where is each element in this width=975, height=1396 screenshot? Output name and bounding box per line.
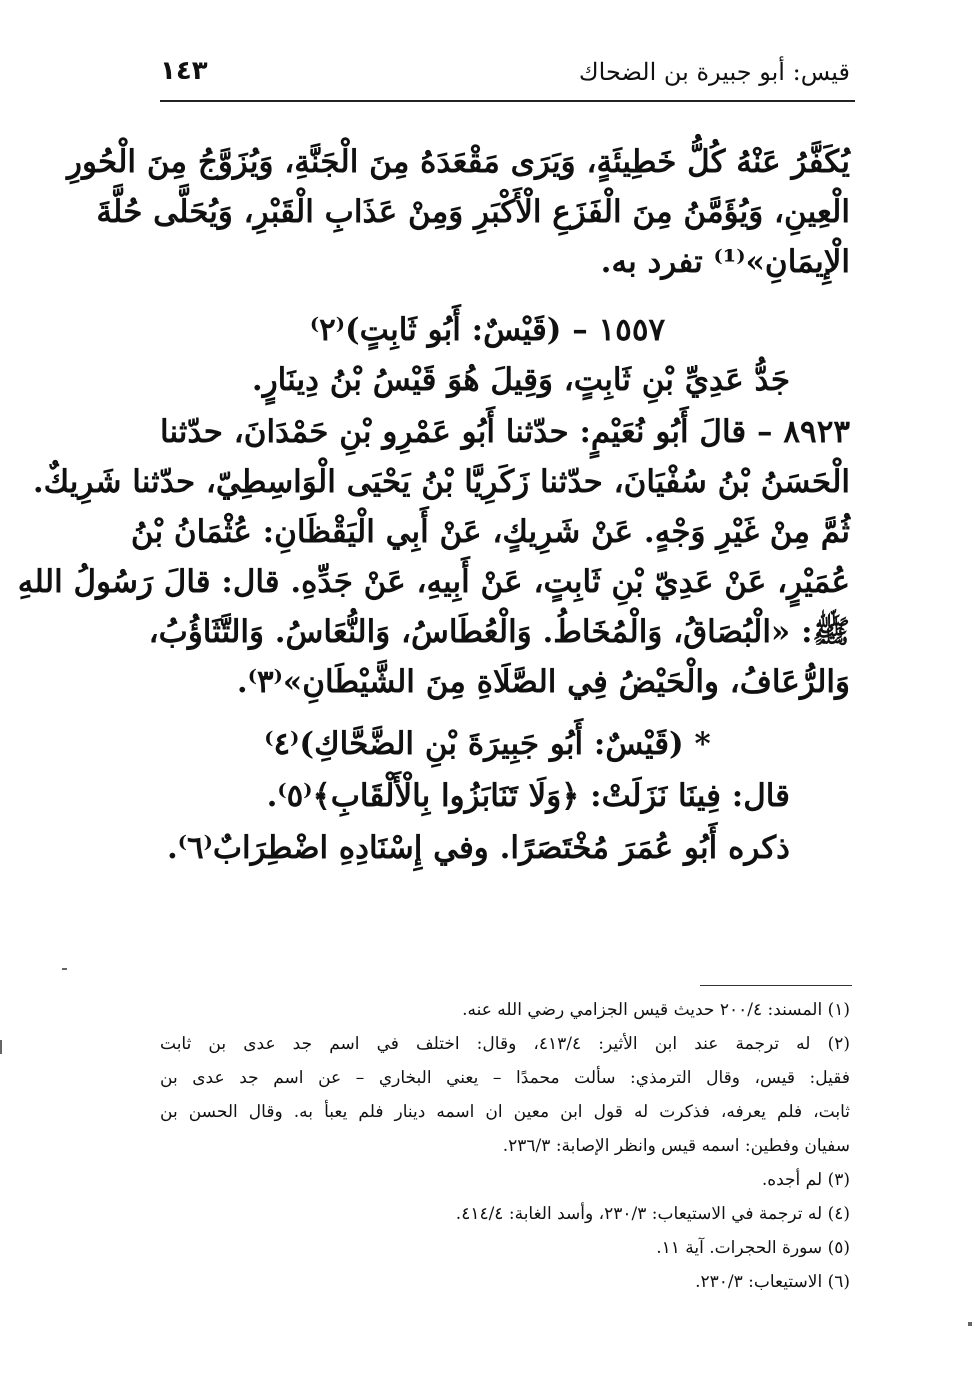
footnote-line: (٤) له ترجمة في الاستيعاب: ٢٣٠/٣، وأسد الغابة: ٤١٤/٤. — [455, 1204, 850, 1224]
footnote-line: (٦) الاستيعاب: ٢٣٠/٣. — [695, 1272, 850, 1292]
page-number: ١٤٣ — [160, 56, 208, 86]
scan-speck — [62, 968, 67, 970]
header-title: قيس: أبو جبيرة بن الضحاك — [578, 58, 850, 86]
footnote-line: (٥) سورة الحجرات. آية ١١. — [656, 1238, 850, 1258]
text-line: الْعِينِ، وَيُؤَمَّنُ مِنَ الْفَزَعِ الْأَكْبَرِ وَمِنْ عَذَابِ الْقَبْرِ، وَيُحَلَّى حُلَّةَ — [96, 194, 850, 230]
text-line: ٨٩٢٣ – قالَ أَبُو نُعَيْمٍ: حدّثنا أَبُو عَمْرِو بْنِ حَمْدَانَ، حدّثنا — [160, 414, 850, 450]
text-line: الْإِيمَانِ»⁽¹⁾ تفرد به. — [600, 244, 850, 280]
footnote-line: (١) المسند: ٢٠٠/٤ حديث قيس الجزامي رضي الله عنه. — [462, 1000, 850, 1020]
text-line: جَدُّ عَدِيِّ بْنِ ثَابِتٍ، وَقِيلَ هُوَ قَيْسُ بْنُ دِينَارٍ. — [251, 362, 790, 398]
footnote-line: فقيل: قيس، وقال الترمذي: سألت محمدًا – يعني البخاري – عن اسم جد عدى بن — [160, 1068, 850, 1088]
footnote-line: (٣) لم أجده. — [761, 1170, 850, 1190]
header-rule — [160, 100, 855, 102]
text-line: قال: فِينَا نَزَلَتْ: ﴿وَلَا تَنَابَزُوا بِالْأَلْقَابِ﴾⁽٥⁾. — [266, 778, 790, 814]
text-line: الْحَسَنُ بْنُ سُفْيَانَ، حدّثنا زَكَرِيَّا بْنُ يَحْيَى الْوَاسِطِيّ، حدّثنا شَرِيكٌ. — [32, 464, 850, 500]
footnote-rule — [700, 985, 852, 986]
footnote-line: ثابت، فلم يعرفه، فذكرت له قول ابن معين ان اسمه دينار فلم يعبأ به. وقال الحسن بن — [160, 1102, 850, 1122]
footnote-line: سفيان وفطين: اسمه قيس وانظر الإصابة: ٢٣٦/٣. — [502, 1136, 850, 1156]
text-line: ذكره أَبُو عُمَرَ مُخْتَصَرًا. وفي إِسْنَادِهِ اضْطِرَابٌ⁽٦⁾. — [166, 830, 790, 866]
text-line: ﷺ: «الْبُصَاقُ، وَالْمُخَاطُ. وَالْعُطَاسُ، وَالنُّعَاسُ. وَالتَّثَاؤُبُ، — [148, 614, 850, 650]
running-header — [160, 50, 850, 102]
text-line: يُكَفَّرُ عَنْهُ كُلُّ خَطِيئَةٍ، وَيَرَى مَقْعَدَهُ مِنَ الْجَنَّةِ، وَيُزَوَّجُ مِنَ الْحُورِ — [66, 144, 850, 180]
entry-heading: ١٥٥٧ – (قَيْسٌ: أَبُو ثَابِتٍ)⁽٢⁾ — [309, 312, 666, 348]
entry-heading: * (قَيْسٌ: أَبُو جَبِيرَةَ بْنِ الضَّحَّاكِ)⁽٤⁾ — [264, 726, 711, 762]
text-line: عُمَيْرٍ، عَنْ عَدِيّ بْنِ ثَابِتٍ، عَنْ أَبِيهِ، عَنْ جَدِّهِ. قال: قالَ رَسُولُ اللهِ — [17, 564, 850, 600]
footnote-line: (٢) له ترجمة عند ابن الأثير: ٤١٣/٤، وقال: اختلف في اسم جد عدى بن ثابت — [160, 1034, 850, 1054]
text-line: وَالرُّعَافُ، والْحَيْضُ فِي الصَّلَاةِ مِنَ الشَّيْطَانِ»⁽٣⁾. — [236, 664, 850, 700]
text-line: ثُمَّ مِنْ غَيْرِ وَجْهٍ. عَنْ شَرِيكٍ، عَنْ أَبِي الْيَقْظَانِ: عُثْمَانُ بْنُ — [130, 514, 850, 550]
scan-speck — [968, 1322, 972, 1326]
scan-speck — [0, 1040, 2, 1054]
